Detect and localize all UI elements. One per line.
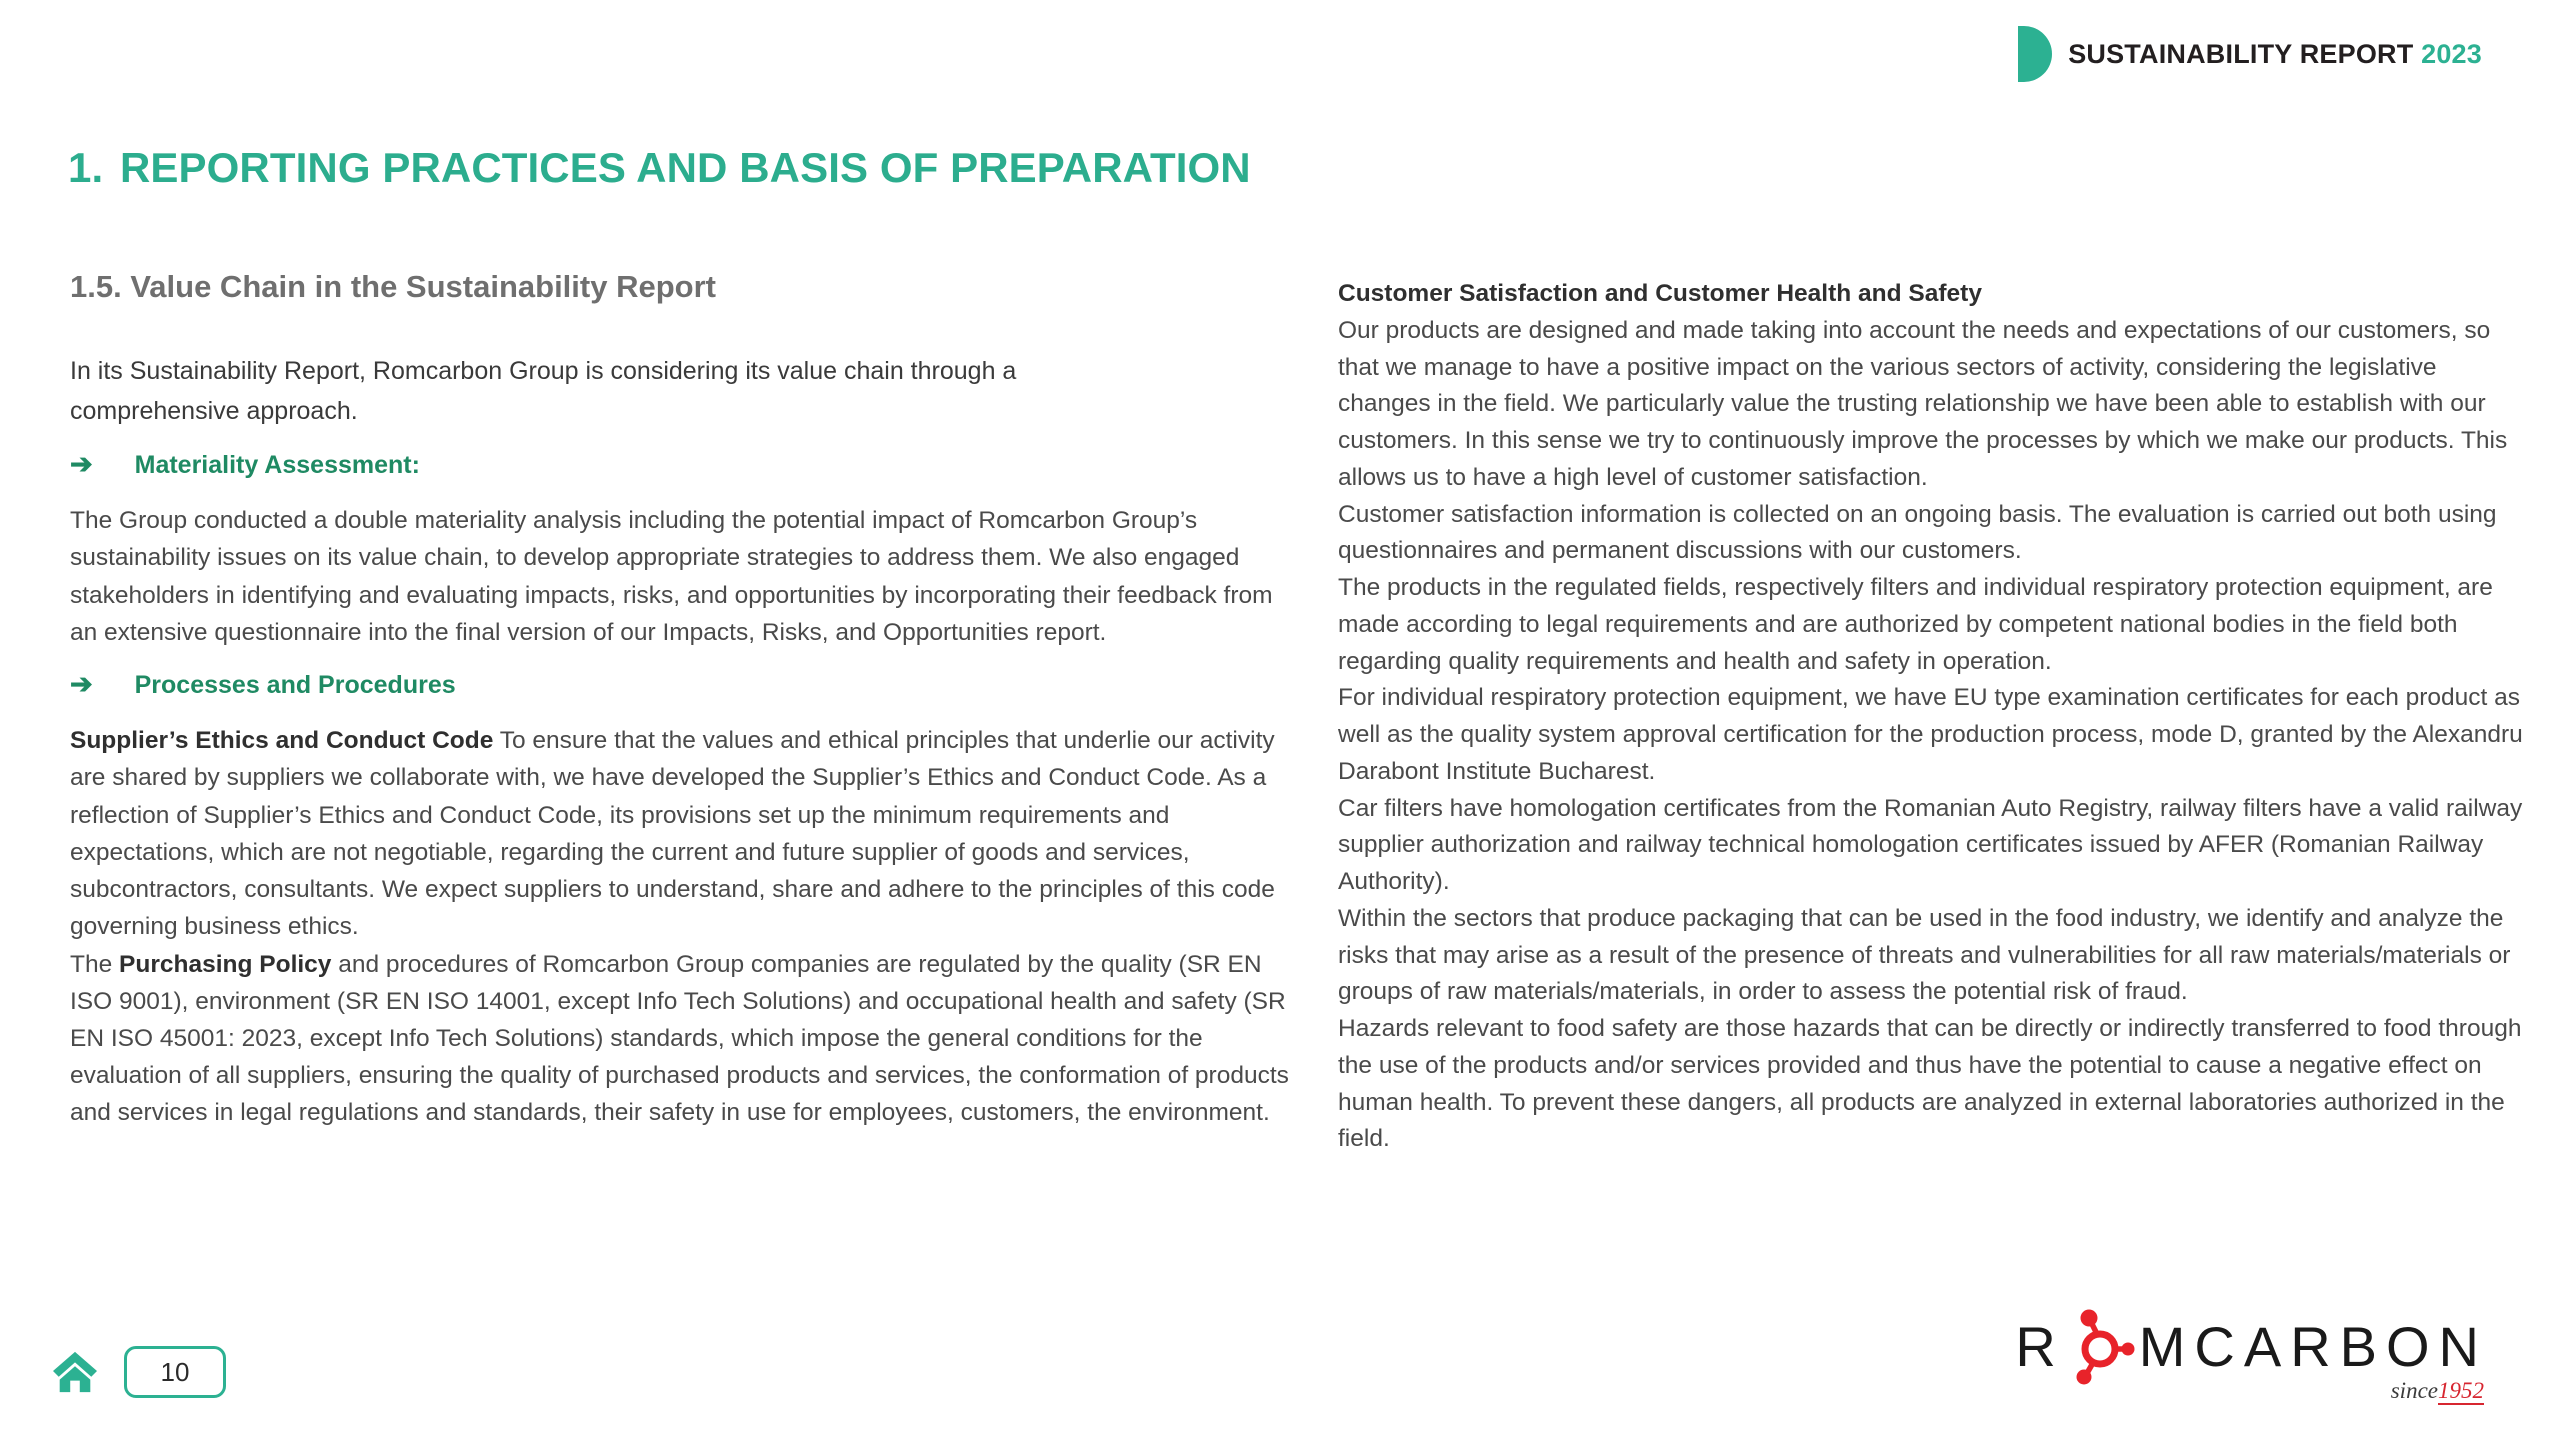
bullet-label-processes: Processes and Procedures (134, 671, 456, 700)
logo-since-year: 1952 (2438, 1378, 2484, 1403)
right-paragraph-5: Car filters have homologation certificates from the Romanian Auto Registry, railway filters have a valid railway supplier authorization and railway technical homologation certificates issued by AFER (Romanian Railway Authority). (1338, 794, 2523, 895)
left-column (70, 268, 1290, 1136)
right-paragraph-4: For individual respiratory protection equipment, we have EU type examination certificates for each product as well as the quality system approval certification for the production process, mode D, granted by the Alexandru Darabont Institute Bucharest. (1338, 684, 2523, 785)
right-paragraph-3: The products in the regulated fields, respectively filters and individual respiratory protection equipment, are made according to legal requirements and are authorized by competent national bodies in the field both regarding quality requirements and health and safety in operation. (1338, 574, 2493, 675)
right-column (1338, 276, 2523, 1158)
page-title-text: REPORTING PRACTICES AND BASIS OF PREPARATION (120, 144, 1251, 191)
supplier-ethics-paragraph (70, 722, 1290, 945)
bullet-materiality-assessment (70, 451, 1290, 480)
right-paragraph-2: Customer satisfaction information is collected on an ongoing basis. The evaluation is carried out both using questionnaires and permanent discussions with our customers. (1338, 500, 2497, 565)
bullet-label-materiality: Materiality Assessment: (134, 451, 420, 480)
bullet-processes-and-procedures (70, 671, 1290, 700)
arrow-right-icon: ➔ (70, 669, 93, 700)
purchasing-policy-lead: Purchasing Policy (119, 950, 332, 978)
supplier-ethics-lead: Supplier’s Ethics and Conduct Code (70, 727, 494, 755)
half-disc-mark-icon (2018, 26, 2052, 82)
logo-prefix: R (2015, 1315, 2065, 1378)
arrow-right-icon: ➔ (70, 449, 93, 480)
page-title-number: 1. (68, 144, 104, 191)
subsection-title: 1.5. Value Chain in the Sustainability Report (70, 269, 716, 304)
logo-wordmark (2015, 1314, 2488, 1380)
romcarbon-logo (2015, 1314, 2488, 1404)
page-title (68, 144, 1251, 192)
header-title-text: SUSTAINABILITY REPORT (2068, 38, 2414, 69)
right-column-heading: Customer Satisfaction and Customer Health and Safety (1338, 280, 1982, 307)
right-paragraph-7: Hazards relevant to food safety are those hazards that can be directly or indirectly transferred to food through the use of the products and/or services provided and thus have the potential to cause a negative effect on human health. To prevent these dangers, all products are analyzed in external laboratories authorized in the field. (1338, 1015, 2522, 1153)
right-paragraph-1: Our products are designed and made taking into account the needs and expectations of our customers, so that we manage to have a positive impact on the various sectors of activity, considering the legislative changes in the field. We particularly value the trusting relationship we have been able to establish with our customers. In this sense we try to continuously improve the processes by which we make our products. This allows us to have a high level of customer satisfaction. (1338, 316, 2508, 491)
header-title (2068, 39, 2482, 70)
molecule-o-icon (2065, 1309, 2139, 1385)
materiality-paragraph: The Group conducted a double materiality analysis including the potential impact of Romcarbon Group’s sustainability issues on its value chain, to develop appropriate strategies to address them. We also engaged stakeholders in identifying and evaluating impacts, risks, and opportunities by incorporating their feedback from an extensive questionnaire into the final version of our Impacts, Risks, and Opportunities report. (70, 507, 1273, 646)
purchasing-policy-paragraph (70, 946, 1290, 1132)
intro-paragraph: In its Sustainability Report, Romcarbon Group is considering its value chain through a comprehensive approach. (70, 357, 1017, 426)
report-header (2018, 26, 2482, 82)
purchasing-policy-pre: The (70, 950, 120, 978)
header-year: 2023 (2421, 38, 2482, 69)
logo-since-label: since (2390, 1378, 2438, 1403)
purchasing-policy-body: and procedures of Romcarbon Group companies are regulated by the quality (SR EN ISO 9001), environment (SR EN ISO 14001, except Info Tech Solutions) and occupational health and safety (SR EN ISO 45001: 2023, except Info Tech Solutions) standards, which impose the general conditions for the evaluation of all suppliers, ensuring the quality of purchased products and services, the conformation of products and services in legal regulations and standards, their safety in use for employees, customers, the environment. (70, 950, 1289, 1127)
footer-navigation (52, 1346, 226, 1398)
page-number: 10 (160, 1356, 190, 1387)
supplier-ethics-body: To ensure that the values and ethical principles that underlie our activity are shared by suppliers we collaborate with, we have developed the Supplier’s Ethics and Conduct Code. As a reflection of Supplier’s Ethics and Conduct Code, its provisions set up the minimum requirements and expectations, which are not negotiable, regarding the current and future supplier of goods and services, subcontractors, consultants. We expect suppliers to understand, share and adhere to the principles of this code governing business ethics. (70, 727, 1275, 941)
page-number-badge[interactable] (124, 1346, 226, 1398)
right-paragraph-6: Within the sectors that produce packaging that can be used in the food industry, we identify and analyze the risks that may arise as a result of the presence of threats and vulnerabilities for all raw materials/materials or groups of raw materials/materials, in order to assess the potential risk of fraud. (1338, 904, 2511, 1006)
home-icon[interactable] (52, 1350, 98, 1394)
logo-suffix: MCARBON (2138, 1315, 2488, 1378)
